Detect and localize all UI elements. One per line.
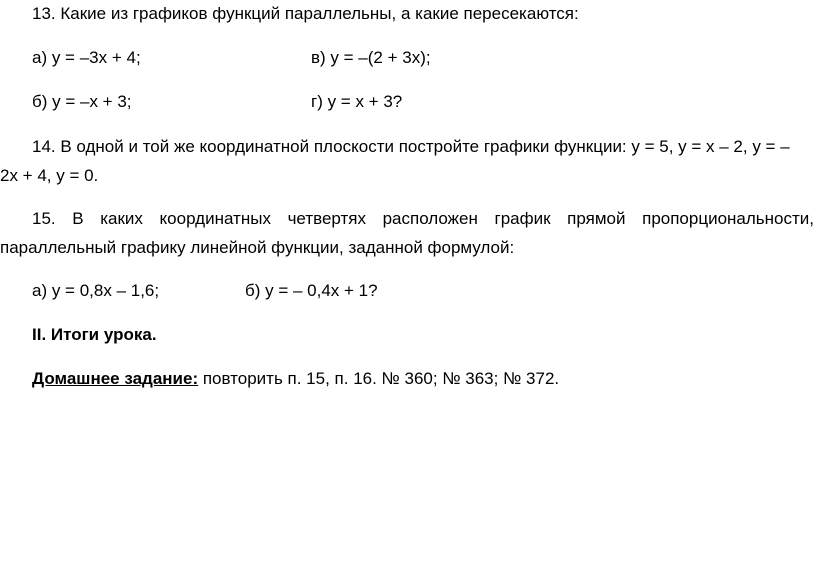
task-13-option-v: в) y = –(2 + 3x);: [311, 48, 431, 67]
homework-text: повторить п. 15, п. 16. № 360; № 363; № 372.: [198, 369, 560, 388]
homework-label: Домашнее задание:: [32, 369, 199, 388]
task-15-line-1: 15. В каких координатных четвертях расположен график прямой пропорциональности,: [32, 209, 814, 228]
task-14-line-2: 2x + 4, y = 0.: [0, 166, 99, 185]
task-13-option-a: а) y = –3x + 4;: [32, 48, 141, 67]
summary-heading: II. Итоги урока.: [32, 325, 157, 344]
task-15-option-a: а) y = 0,8x – 1,6;: [32, 281, 160, 300]
task-13-option-g: г) y = x + 3?: [311, 92, 403, 111]
homework-line: [32, 369, 559, 389]
task-13-text: 13. Какие из графиков функций параллельны, а какие пересекаются:: [32, 4, 579, 23]
task-14-line-1: 14. В одной и той же координатной плоскости постройте графики функции: y = 5, y = x – 2, y = –: [32, 137, 790, 156]
task-13-option-b: б) y = –x + 3;: [32, 92, 132, 111]
task-15-option-b: б) y = – 0,4x + 1?: [245, 281, 378, 300]
task-15-line-2: параллельный графику линейной функции, заданной формулой:: [0, 238, 515, 257]
